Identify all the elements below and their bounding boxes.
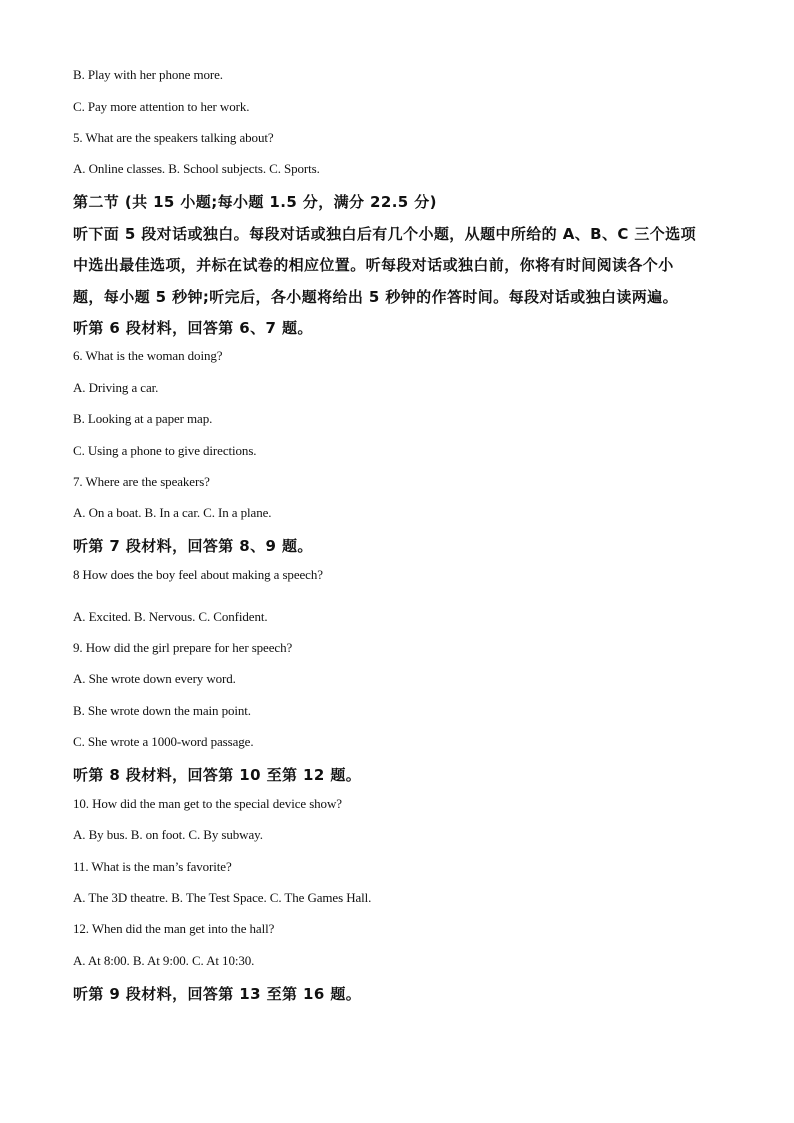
option-9b: B. She wrote down the main point. (73, 703, 251, 718)
option-9c: C. She wrote a 1000-word passage. (73, 734, 254, 749)
instructions-line-3: 题，每小题 5 秒钟;听完后，各小题将给出 5 秒钟的作答时间。每段对话或独白读两遍。 (73, 288, 678, 306)
instructions-line-2: 中选出最佳选项，并标在试卷的相应位置。听每段对话或独白前，你将有时间阅读各个小 (73, 256, 674, 274)
material-7-heading: 听第 7 段材料，回答第 8、9 题。 (73, 537, 313, 555)
options-10: A. By bus. B. on foot. C. By subway. (73, 827, 263, 842)
material-6-heading: 听第 6 段材料，回答第 6、7 题。 (73, 319, 313, 337)
question-10: 10. How did the man get to the special device show? (73, 796, 342, 811)
question-9: 9. How did the girl prepare for her speech? (73, 640, 293, 655)
options-11: A. The 3D theatre. B. The Test Space. C. The Games Hall. (73, 890, 372, 905)
question-12: 12. When did the man get into the hall? (73, 921, 275, 936)
question-7: 7. Where are the speakers? (73, 474, 210, 489)
instructions-line-1: 听下面 5 段对话或独白。每段对话或独白后有几个小题，从题中所给的 A、B、C 三个选项 (73, 225, 696, 243)
option-4c: C. Pay more attention to her work. (73, 99, 250, 114)
question-11: 11. What is the man’s favorite? (73, 859, 232, 874)
question-8: 8 How does the boy feel about making a speech? (73, 567, 323, 582)
option-9a: A. She wrote down every word. (73, 671, 236, 686)
option-4b: B. Play with her phone more. (73, 67, 223, 82)
option-6c: C. Using a phone to give directions. (73, 443, 257, 458)
options-5: A. Online classes. B. School subjects. C. Sports. (73, 161, 320, 176)
options-7: A. On a boat. B. In a car. C. In a plane. (73, 505, 272, 520)
question-5: 5. What are the speakers talking about? (73, 130, 274, 145)
options-8: A. Excited. B. Nervous. C. Confident. (73, 609, 268, 624)
material-9-heading: 听第 9 段材料，回答第 13 至第 16 题。 (73, 985, 362, 1003)
option-6a: A. Driving a car. (73, 380, 159, 395)
question-6: 6. What is the woman doing? (73, 348, 223, 363)
option-6b: B. Looking at a paper map. (73, 411, 213, 426)
options-12: A. At 8:00. B. At 9:00. C. At 10:30. (73, 953, 255, 968)
section-2-heading: 第二节 (共 15 小题;每小题 1.5 分，满分 22.5 分) (73, 193, 437, 211)
material-8-heading: 听第 8 段材料，回答第 10 至第 12 题。 (73, 766, 362, 784)
